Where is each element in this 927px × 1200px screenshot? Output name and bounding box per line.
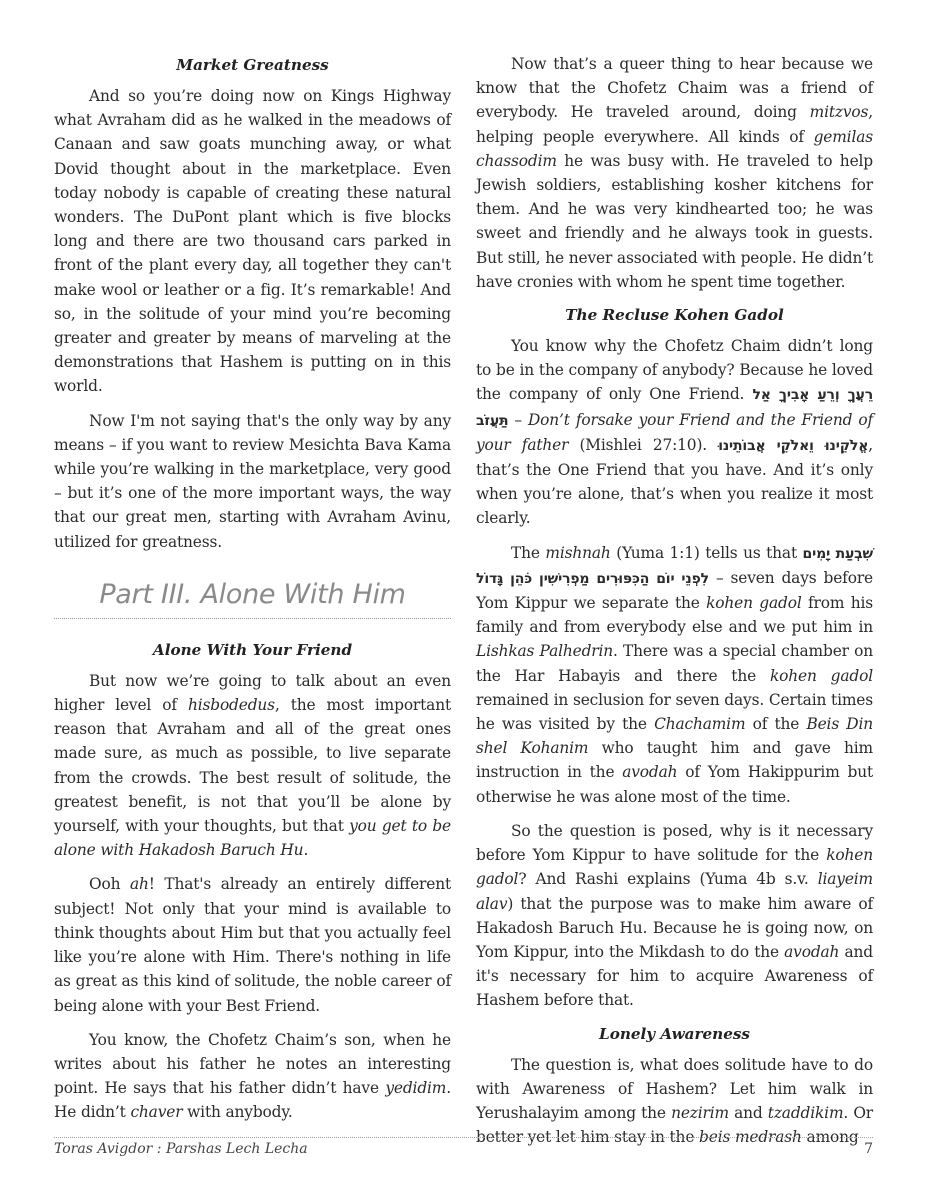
- italic-term: hisbodedus: [187, 696, 275, 715]
- section-heading: The Recluse Kohen Gadol: [565, 306, 784, 325]
- paragraph: [476, 819, 873, 1013]
- italic-term: kohen gadol: [769, 666, 873, 685]
- italic-term: Beis Din shel Kohanim: [476, 715, 874, 758]
- text: So the question is posed, why is it necessary before Yom Kippur to have solitude for the: [476, 821, 873, 865]
- right-column: [476, 52, 873, 1159]
- section-heading: Market Greatness: [176, 56, 329, 74]
- paragraph: [476, 52, 873, 294]
- paragraph: [54, 1028, 451, 1125]
- text: The question is, what does solitude have to do with Awareness of Hashem? Let him walk in Yerushalayim among the: [476, 1055, 873, 1122]
- italic-term: beis medrash: [699, 1128, 802, 1147]
- part-title: Part III. Alone With Him: [99, 578, 406, 610]
- text: You know why the Chofetz Chaim didn’t long to be in the company of anybody? Because he loved the company of only One Friend.: [476, 337, 873, 404]
- text: –: [508, 410, 528, 429]
- text: of Yom Hakippurim but otherwise he was alone most of the time.: [476, 763, 873, 806]
- italic-term: Lishkas Palhedrin: [476, 642, 614, 661]
- paragraph: And so you’re doing now on Kings Highway what Avraham did as he walked in the meadows of Canaan and saw goats munching away, or what Dovid thought about in the marketplace. Even today nobody is capable of creating these natural wonders. The DuPont plant which is five blocks long and there are two thousand cars parked in front of the plant every day, all together they can't make wool or leather or a fig. It’s remarkable! And so, in the solitude of your mind you’re becoming greater and greater by means of marveling at the demonstrations that Hashem is putting on in this world.: [54, 87, 451, 396]
- italic-term: kohen gadol: [476, 846, 873, 889]
- italic-term: nezirim: [671, 1103, 729, 1122]
- text: he was busy with. He traveled to help Jewish soldiers, establishing kosher kitchens for them. And he was very kindhearted too; he was sweet and friendly and he always took in guests. But still, he never associated with people. He didn’t have cronies with whom he spent time together.: [476, 151, 873, 291]
- text: (Mishlei 27:10).: [568, 435, 719, 454]
- text: among: [801, 1128, 859, 1147]
- text: with anybody.: [182, 1103, 293, 1122]
- italic-term: chaver: [130, 1103, 183, 1122]
- text: . Or better yet let him stay in the: [476, 1103, 873, 1147]
- italic-emphasis: you get to be alone with Hakadosh Baruch Hu: [54, 817, 451, 860]
- text: of the: [745, 715, 807, 734]
- text: .: [303, 841, 309, 860]
- italic-term: mitzvos: [809, 103, 869, 122]
- italic-term: mishnah: [545, 543, 611, 562]
- part-divider: [54, 618, 451, 619]
- text: , helping people everywhere. All kinds of: [476, 103, 873, 146]
- text: , the most important reason that Avraham and all of the great ones made sure, as much as possible, to live separate from the crowds. The best result of solitude, the greatest benefit, is not that you’ll be alone by yourself, with your thoughts, but that: [54, 696, 451, 836]
- hebrew-quote: רֵעֲךָ וְרֵעַ אָבִיךָ אַל תַּעֲזֹב: [476, 387, 873, 429]
- page-number: 7: [864, 1141, 873, 1157]
- italic-term: gemilas chassodim: [476, 127, 873, 170]
- text: Ooh: [89, 875, 130, 894]
- text: and: [728, 1103, 768, 1122]
- text: . He didn’t: [54, 1079, 451, 1122]
- left-column: [54, 52, 451, 1135]
- running-footer-title: Toras Avigdor : Parshas Lech Lecha: [54, 1141, 308, 1157]
- italic-term: ah: [129, 875, 149, 894]
- italic-term: avodah: [784, 942, 840, 961]
- text: But now we’re going to talk about an even higher level of: [54, 671, 451, 715]
- text: ) that the purpose was to make him aware of Hakadosh Baruch Hu. Because he is going now, on Yom Kippur, into the Mikdash to do the: [476, 894, 873, 961]
- hebrew-quote: שִׁבְעַת יָמִים לִפְנֵי יוֹם הַכִּפּוּרִים מַפְרִישִׁין כֹּהֵן גָּדוֹל: [476, 545, 874, 587]
- italic-translation: Don’t forsake your Friend and the Friend of your father: [476, 410, 874, 454]
- hebrew-quote: אֱלֹקֵינוּ וֵאלֹקֵי אֲבוֹתֵינוּ: [718, 437, 869, 454]
- italic-term: yedidim: [385, 1079, 447, 1098]
- paragraph: [476, 334, 873, 531]
- text: remained in seclusion for seven days. Certain times he was visited by the: [476, 690, 873, 734]
- paragraph: Now I'm not saying that's the only way by any means – if you want to review Mesichta Bava Kama while you’re walking in the marketplace, very good – but it’s one of the more important ways, the way that our great men, starting with Avraham Avinu, utilized for greatness.: [54, 411, 451, 551]
- text: You know, the Chofetz Chaim’s son, when he writes about his father he notes an interesting point. He says that his father didn’t have: [54, 1030, 451, 1098]
- section-heading: Alone With Your Friend: [152, 640, 353, 659]
- text: and it's necessary for him to acquire Awareness of Hashem before that.: [476, 942, 873, 1010]
- text: . There was a special chamber on the Har Habayis and there the: [476, 642, 873, 685]
- paragraph: [54, 669, 451, 863]
- text: (Yuma 1:1) tells us that: [610, 543, 803, 562]
- text: ! That's already an entirely different subject! Not only that your mind is available to think thoughts about Him but that you actually feel like you’re alone with Him. There's nothing in life as great as this kind of solitude, the noble career of being alone with your Best Friend.: [54, 875, 451, 1015]
- text: , that’s the One Friend that you have. And it’s only when you’re alone, that’s when you realize it most clearly.: [476, 435, 873, 528]
- text: who taught him and gave him instruction in the: [476, 739, 873, 782]
- paragraph: [54, 872, 451, 1017]
- text: Now that’s a queer thing to hear because we know that the Chofetz Chaim was a friend of everybody. He traveled around, doing: [476, 55, 873, 122]
- paragraph: [476, 1053, 873, 1150]
- text: ? And Rashi explains (Yuma 4b s.v.: [518, 870, 818, 889]
- italic-term: liayeim alav: [476, 870, 873, 913]
- text: – seven days before Yom Kippur we separate the: [476, 568, 873, 613]
- paragraph: [476, 541, 873, 809]
- footer-divider: [54, 1137, 873, 1138]
- italic-term: kohen gadol: [706, 594, 802, 613]
- section-heading: Lonely Awareness: [599, 1024, 750, 1043]
- text: The: [511, 543, 546, 562]
- italic-term: tzaddikim: [767, 1103, 844, 1122]
- text: from his family and from everybody else and we put him in: [476, 594, 873, 637]
- italic-term: avodah: [622, 763, 678, 782]
- italic-term: Chachamim: [654, 715, 746, 734]
